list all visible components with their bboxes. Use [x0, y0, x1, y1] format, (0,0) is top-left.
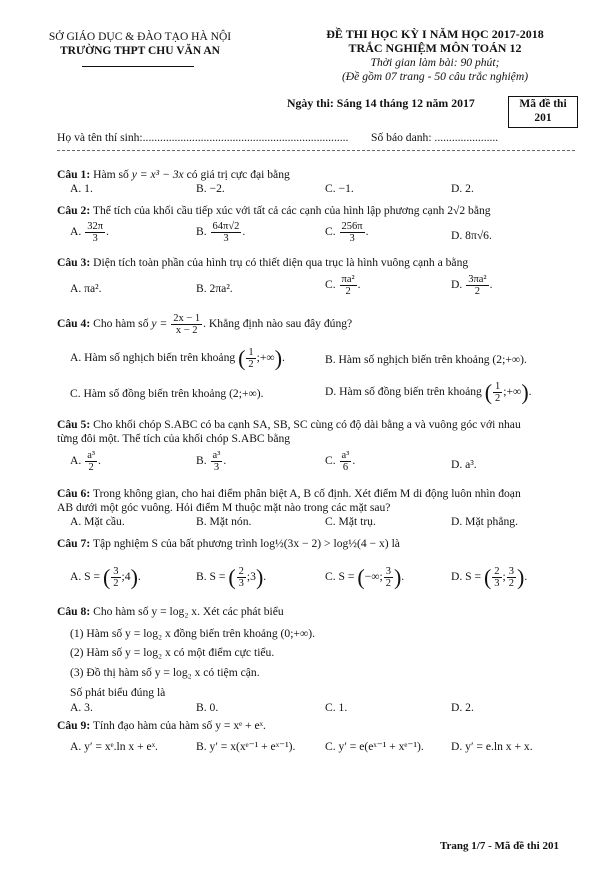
q7-option-c: C. S = (−∞; $\frac{3}{2}$ ). [325, 564, 405, 590]
q1-option-d: D. 2. [451, 182, 474, 195]
exam-code-label: Mã đề thi [519, 98, 567, 110]
q4-option-d: D. Hàm số đồng biến trên khoảng ( $\frac{1}{2}$ ;+∞). [325, 379, 532, 405]
q7-option-a: A. S = ( $\frac{3}{2}$ ;4). [70, 564, 141, 590]
q9-option-b: B. y′ = x(xᵉ⁻¹ + eˣ⁻¹). [196, 740, 296, 753]
q9-option-d: D. y′ = e.ln x + x. [451, 740, 533, 753]
q9-option-a: A. y′ = xᵉ.ln x + eˣ. [70, 740, 158, 753]
question-6-line-2: AB dưới một góc vuông. Hỏi điểm M thuộc mặt nào trong các mặt sau? [57, 501, 391, 514]
exam-title: ĐỀ THI HỌC KỲ I NĂM HỌC 2017-2018 [326, 27, 544, 41]
q1-function: y = x³ − 3x [131, 168, 184, 181]
q5-option-a: A. $\frac{\text{a³}}{2}$ . [70, 450, 101, 474]
student-id-field: Số báo danh: ...................... [371, 131, 499, 144]
exam-date: Ngày thi: Sáng 14 tháng 12 năm 2017 [287, 96, 475, 110]
q7-option-b: B. S = ( $\frac{2}{3}$ ;3). [196, 564, 267, 590]
q8-statement-1: (1) Hàm số y = log₂ x đồng biến trên khoảng (0;+∞). [70, 627, 315, 640]
q5-option-d: D. a³. [451, 458, 477, 471]
q7-option-d: D. S = ( $\frac{2}{3}$ ; $\frac{3}{2}$ ). [451, 564, 528, 590]
q8-statement-3: (3) Đồ thị hàm số y = log₂ x có tiệm cận. [70, 666, 260, 679]
q3-option-d: D. $\frac{\text{3πa²}}{2}$ . [451, 274, 493, 298]
question-6: Câu 6: Trong không gian, cho hai điểm phân biệt A, B cố định. Xét điểm M di động luôn nhìn đoạn [57, 487, 521, 500]
q4-option-a: A. Hàm số nghịch biến trên khoảng ( $\frac{1}{2}$ ;+∞). [70, 345, 285, 371]
question-7: Câu 7: Tập nghiệm S của bất phương trình log½(3x − 2) > log½(4 − x) là [57, 537, 400, 550]
q1-option-c: C. −1. [325, 182, 354, 195]
q6-option-c: C. Mặt trụ. [325, 515, 376, 528]
question-3: Câu 3: Diện tích toàn phần của hình trụ có thiết diện qua trục là hình vuông cạnh a bằng [57, 256, 469, 269]
school-name: TRƯỜNG THPT CHU VĂN AN [60, 45, 220, 57]
q2-option-b: B. $\frac{64\pi√2}{3}$ . [196, 221, 246, 245]
q8-option-d: D. 2. [451, 701, 474, 714]
q2-option-c: C. $\frac{256\pi}{3}$ . [325, 221, 369, 245]
q2-option-a: A. $\frac{32\pi}{3}$ . [70, 221, 109, 245]
q6-option-a: A. Mặt cầu. [70, 515, 125, 528]
exam-pages-info: (Đề gồm 07 trang - 50 câu trắc nghiệm) [341, 70, 529, 83]
q6-option-b: B. Mặt nón. [196, 515, 252, 528]
q8-statement-2: (2) Hàm số y = log₂ x có một điểm cực tiểu. [70, 646, 275, 659]
q3-option-c: C. $\frac{\text{πa²}}{2}$ . [325, 274, 361, 298]
q4-option-c: C. Hàm số đồng biến trên khoảng (2;+∞). [70, 387, 264, 400]
department-name: SỞ GIÁO DỤC & ĐÀO TẠO HÀ NỘI [48, 31, 232, 43]
q6-option-d: D. Mặt phẳng. [451, 515, 518, 528]
exam-subject: TRẮC NGHIỆM MÔN TOÁN 12 [348, 41, 522, 55]
separator-line [57, 150, 575, 151]
school-underline [82, 66, 194, 67]
q8-option-a: A. 3. [70, 701, 93, 714]
q1-option-b: B. −2. [196, 182, 225, 195]
q8-option-b: B. 0. [196, 701, 219, 714]
question-4: Câu 4: Cho hàm số y = $\frac{2x - 1}{x - 2}$ . Khẳng định nào sau đây đúng? [57, 313, 353, 337]
q1-option-a: A. 1. [70, 182, 93, 195]
question-5-line-2: từng đôi một. Thể tích của khối chóp S.ABC bằng [57, 432, 291, 445]
q7-inequality: log½(3x − 2) > log½(4 − x) [260, 537, 389, 550]
question-5: Câu 5: Cho khối chóp S.ABC có ba cạnh SA, SB, SC cùng có độ dài bằng a và vuông góc với nhau [57, 418, 521, 431]
page-footer: Trang 1/7 - Mã đề thi 201 [440, 840, 559, 852]
question-1: Câu 1: Hàm số y = x³ − 3x có giá trị cực đại bằng [57, 168, 290, 181]
q5-option-c: C. $\frac{\text{a³}}{6}$ . [325, 450, 356, 474]
q5-option-b: B. $\frac{\text{a³}}{3}$ . [196, 450, 227, 474]
exam-code-box [508, 96, 578, 128]
q3-option-b: B. 2πa². [196, 282, 233, 295]
q8-option-c: C. 1. [325, 701, 348, 714]
question-2: Câu 2: Thể tích của khối cầu tiếp xúc với tất cả các cạnh của hình lập phương cạnh 2√2 bằng [57, 204, 491, 217]
q2-option-d: D. 8π√6. [451, 229, 492, 242]
q8-count-prompt: Số phát biểu đúng là [70, 686, 166, 699]
exam-code-value: 201 [534, 112, 552, 124]
q3-option-a: A. πa². [70, 282, 102, 295]
q4-option-b: B. Hàm số nghịch biến trên khoảng (2;+∞). [325, 353, 527, 366]
exam-duration: Thời gian làm bài: 90 phút; [370, 56, 500, 69]
q9-option-c: C. y′ = e(eˣ⁻¹ + xᵉ⁻¹). [325, 740, 424, 753]
question-8: Câu 8: Cho hàm số y = log₂ x. Xét các phát biểu [57, 605, 284, 618]
student-name-field: Họ và tên thí sinh:....................................................................... [57, 131, 349, 144]
question-9: Câu 9: Tính đạo hàm của hàm số y = xᵉ + eˣ. [57, 719, 266, 732]
